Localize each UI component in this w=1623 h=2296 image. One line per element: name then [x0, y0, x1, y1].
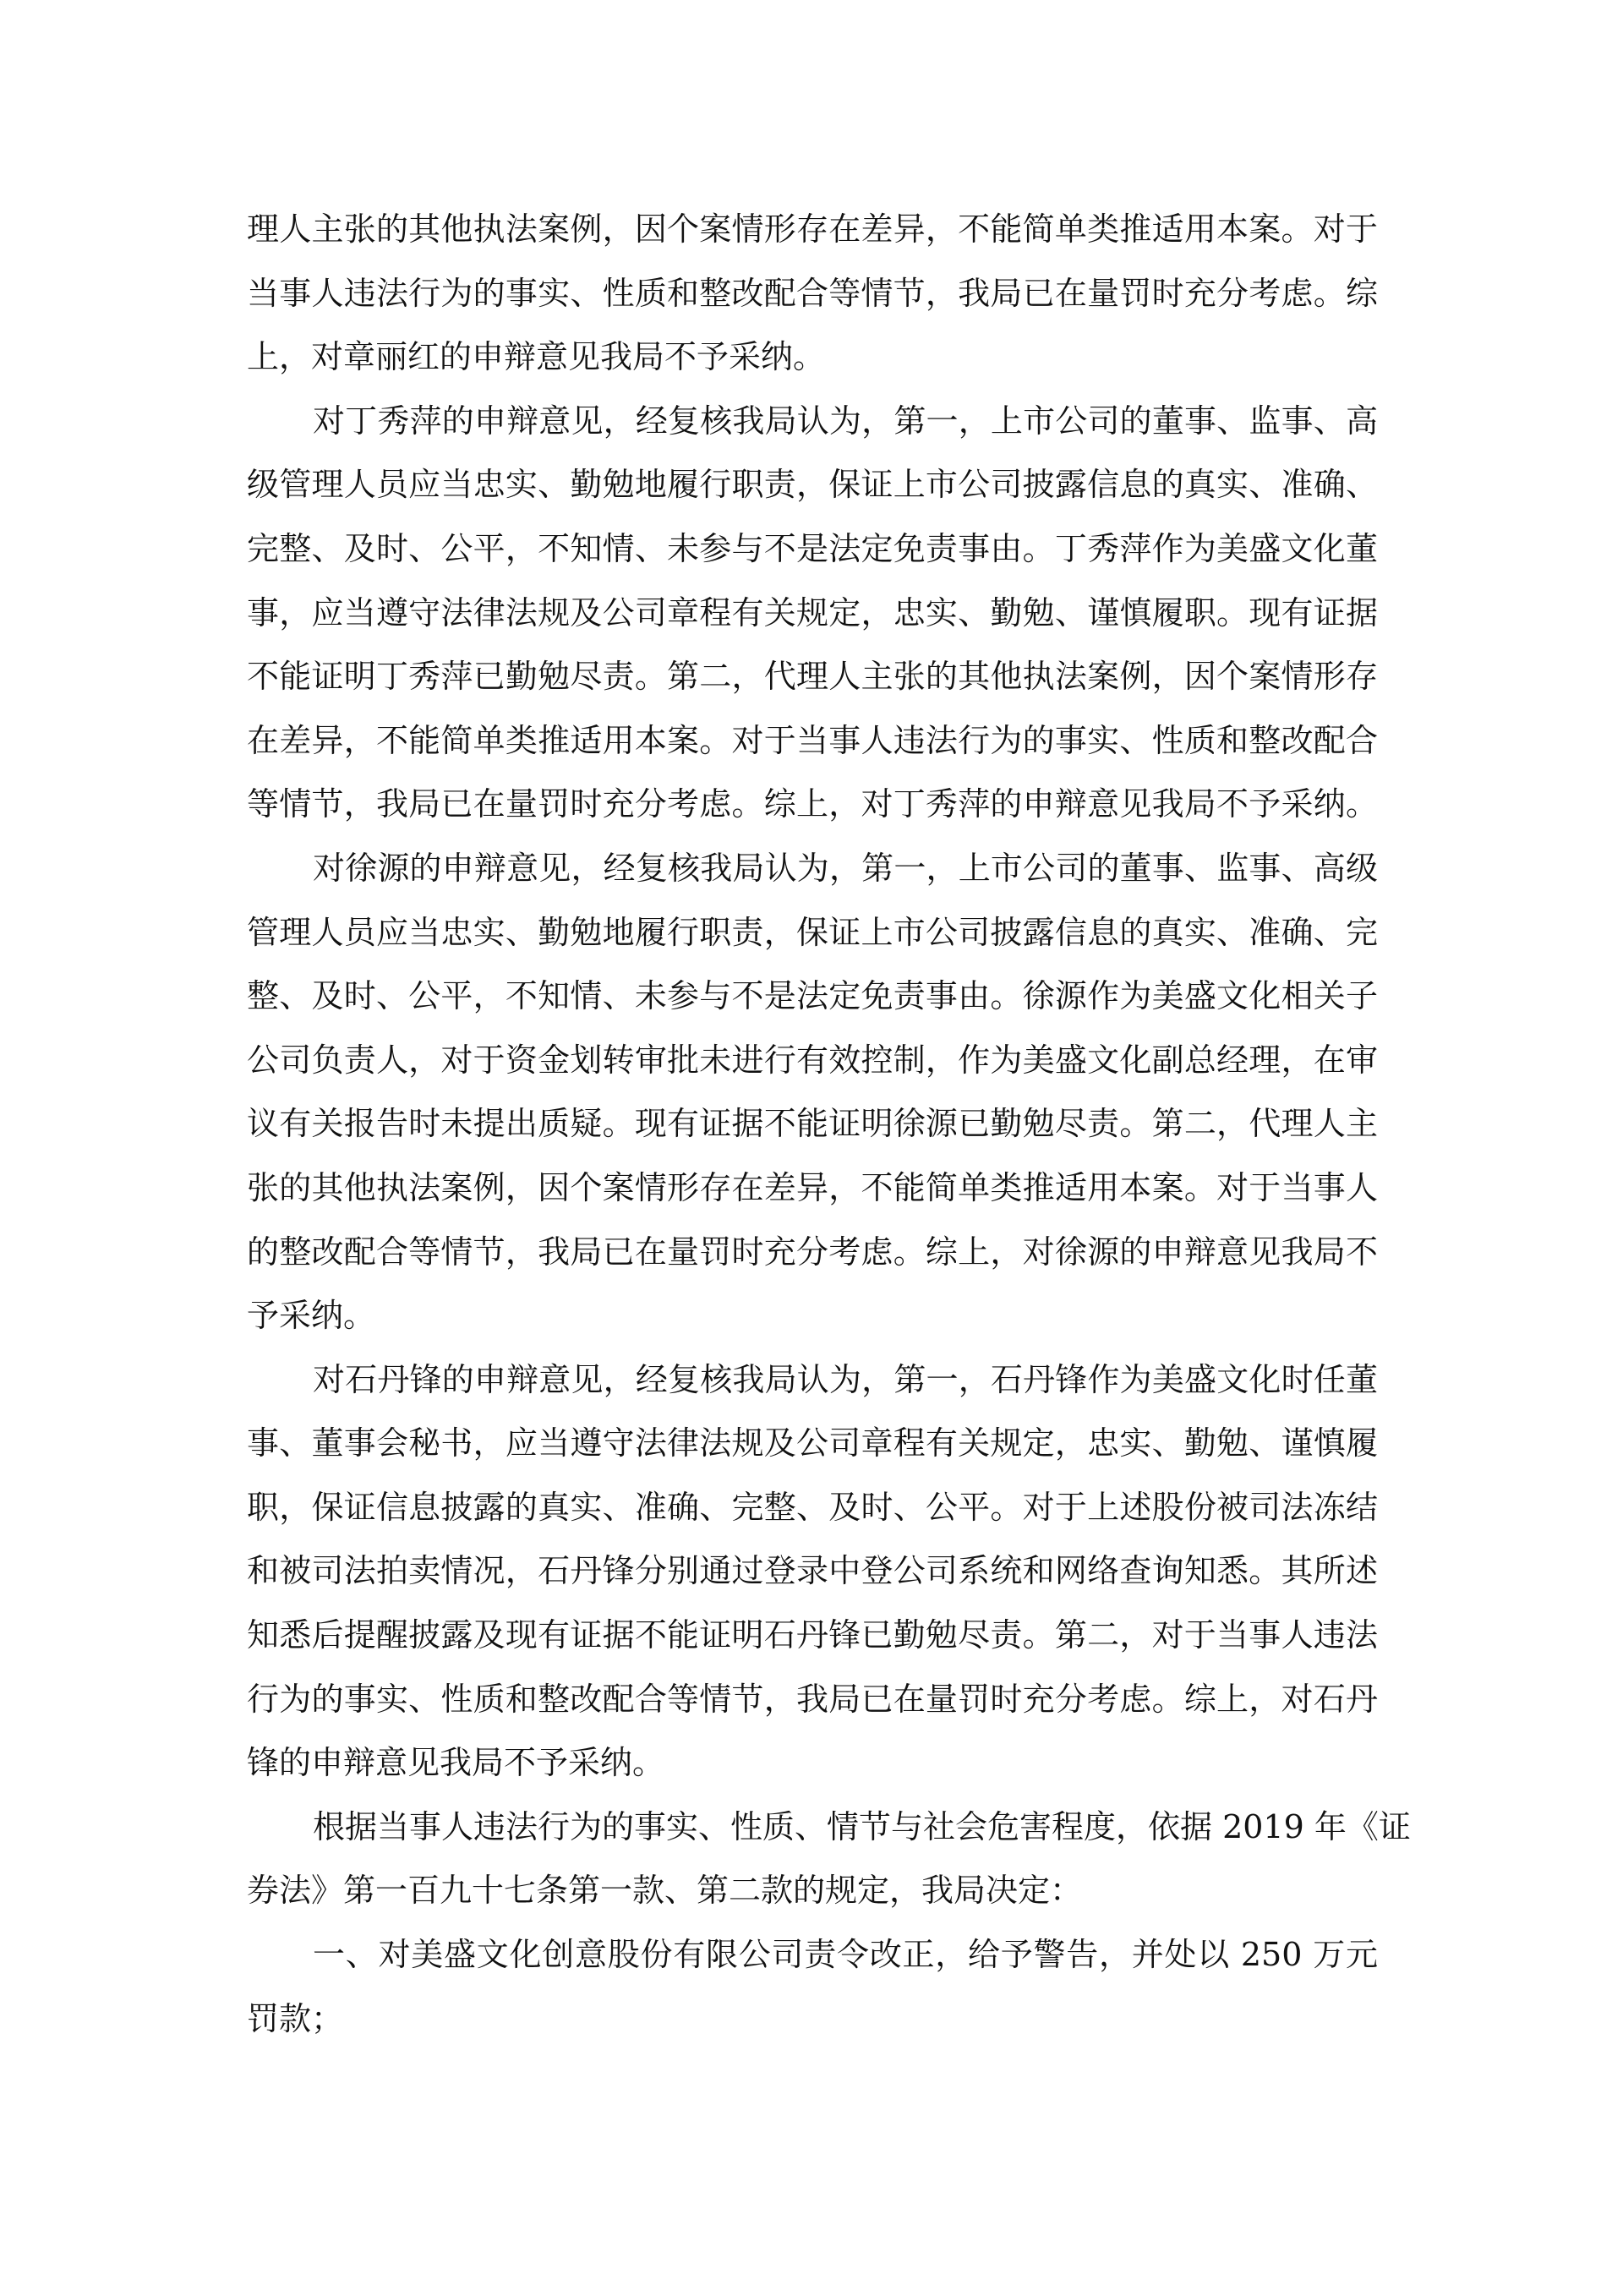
- text-line: 议有关报告时未提出质疑。现有证据不能证明徐源已勤勉尽责。第二，代理人主: [247, 1105, 1378, 1143]
- document-body: [247, 198, 1411, 2051]
- text-line: 在差异，不能简单类推适用本案。对于当事人违法行为的事实、性质和整改配合: [247, 721, 1378, 759]
- text-line: 锋的申辩意见我局不予采纳。: [247, 1744, 665, 1782]
- text-line: 对丁秀萍的申辩意见，经复核我局认为，第一，上市公司的董事、监事、高: [313, 402, 1378, 440]
- text-line: 罚款；: [247, 1999, 344, 2037]
- text-line: 知悉后提醒披露及现有证据不能证明石丹锋已勤勉尽责。第二，对于当事人违法: [247, 1616, 1378, 1654]
- text-line: 和被司法拍卖情况，石丹锋分别通过登录中登公司系统和网络查询知悉。其所述: [247, 1552, 1378, 1590]
- paragraph-xu-yuan-opinion: [247, 837, 1378, 1348]
- text-line: 事，应当遵守法律法规及公司章程有关规定，忠实、勤勉、谨慎履职。现有证据: [247, 593, 1378, 631]
- text-line: 的整改配合等情节，我局已在量罚时充分考虑。综上，对徐源的申辩意见我局不: [247, 1233, 1378, 1271]
- text-line: 管理人员应当忠实、勤勉地履行职责，保证上市公司披露信息的真实、准确、完: [247, 913, 1378, 951]
- text-line: 根据当事人违法行为的事实、性质、情节与社会危害程度，依据 2019 年《证: [313, 1807, 1411, 1845]
- text-line: 行为的事实、性质和整改配合等情节，我局已在量罚时充分考虑。综上，对石丹: [247, 1680, 1378, 1718]
- text-line: 不能证明丁秀萍已勤勉尽责。第二，代理人主张的其他执法案例，因个案情形存: [247, 658, 1378, 696]
- text-line: 当事人违法行为的事实、性质和整改配合等情节，我局已在量罚时充分考虑。综: [247, 274, 1378, 312]
- text-line: 理人主张的其他执法案例，因个案情形存在差异，不能简单类推适用本案。对于: [247, 210, 1378, 248]
- text-line: 公司负责人，对于资金划转审批未进行有效控制，作为美盛文化副总经理，在审: [247, 1041, 1378, 1079]
- text-line: 完整、及时、公平，不知情、未参与不是法定免责事由。丁秀萍作为美盛文化董: [247, 529, 1378, 567]
- text-line: 对石丹锋的申辩意见，经复核我局认为，第一，石丹锋作为美盛文化时任董: [313, 1360, 1378, 1398]
- paragraph-zhang-lihong-conclusion: [247, 198, 1378, 390]
- text-line: 一、对美盛文化创意股份有限公司责令改正，给予警告，并处以 250 万元: [313, 1936, 1378, 1974]
- paragraph-ding-xiuping-opinion: [247, 390, 1378, 837]
- text-line: 上，对章丽红的申辩意见我局不予采纳。: [247, 338, 826, 376]
- text-line: 整、及时、公平，不知情、未参与不是法定免责事由。徐源作为美盛文化相关子: [247, 977, 1378, 1015]
- text-line: 事、董事会秘书，应当遵守法律法规及公司章程有关规定，忠实、勤勉、谨慎履: [247, 1424, 1378, 1462]
- text-line: 对徐源的申辩意见，经复核我局认为，第一，上市公司的董事、监事、高级: [313, 849, 1378, 887]
- text-line: 等情节，我局已在量罚时充分考虑。综上，对丁秀萍的申辩意见我局不予采纳。: [247, 785, 1378, 823]
- paragraph-shi-danfeng-opinion: [247, 1348, 1378, 1796]
- text-line: 职，保证信息披露的真实、准确、完整、及时、公平。对于上述股份被司法冻结: [247, 1488, 1378, 1526]
- paragraph-decision-item-1: [247, 1923, 1378, 2051]
- text-line: 券法》第一百九十七条第一款、第二款的规定，我局决定：: [247, 1872, 1083, 1910]
- text-line: 级管理人员应当忠实、勤勉地履行职责，保证上市公司披露信息的真实、准确、: [247, 466, 1378, 504]
- text-line: 张的其他执法案例，因个案情形存在差异，不能简单类推适用本案。对于当事人: [247, 1168, 1378, 1206]
- paragraph-legal-basis: [247, 1796, 1411, 1923]
- text-line: 予采纳。: [247, 1297, 376, 1335]
